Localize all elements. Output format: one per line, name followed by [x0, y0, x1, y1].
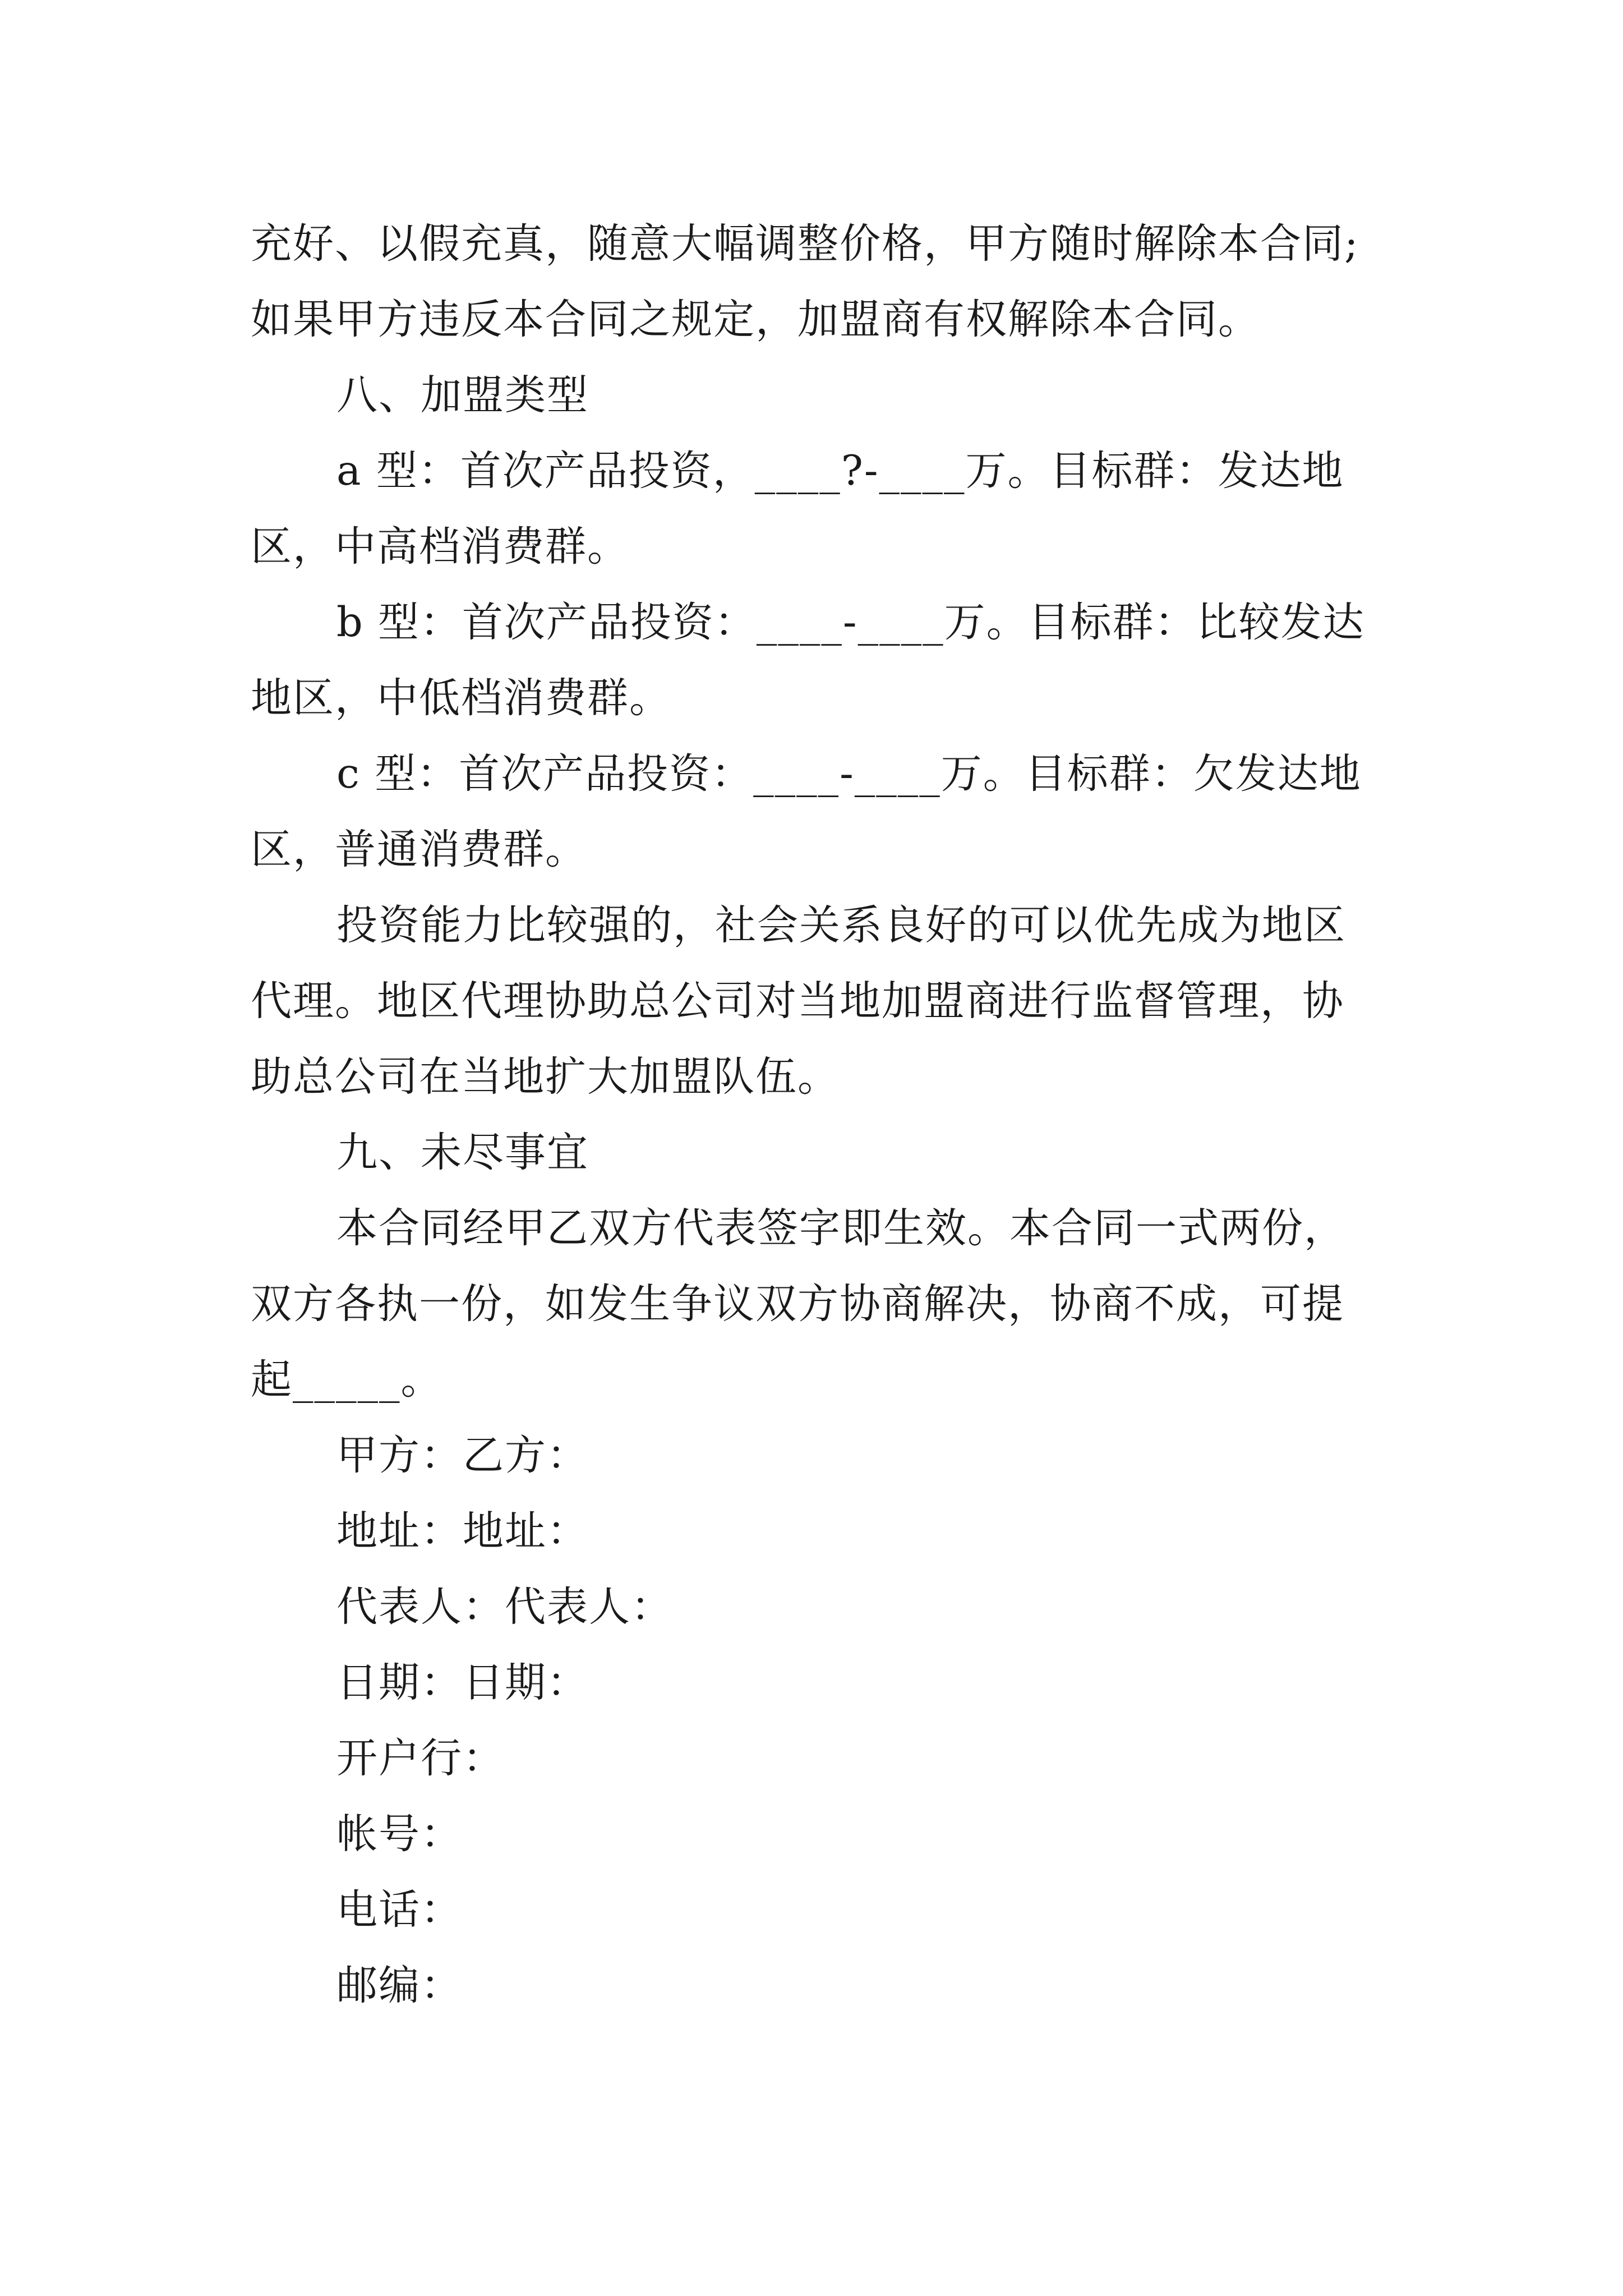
- section-heading-9: 九、未尽事宜: [336, 1129, 589, 1176]
- effectiveness-paragraph-line-3: 起_____。: [251, 1356, 443, 1404]
- regional-agent-paragraph-line-1: 投资能力比较强的，社会关系良好的可以优先成为地区: [336, 901, 1346, 949]
- signature-party-line: 甲方：乙方：: [336, 1432, 589, 1479]
- type-b-continuation: 地区，中低档消费群。: [251, 674, 671, 722]
- account-line: 帐号：: [336, 1810, 463, 1858]
- regional-agent-paragraph-line-3: 助总公司在当地扩大加盟队伍。: [251, 1053, 840, 1101]
- regional-agent-paragraph-line-2: 代理。地区代理协助总公司对当地加盟商进行监督管理，协: [251, 977, 1344, 1025]
- type-b-line: b 型：首次产品投资：____-____万。目标群：比较发达: [336, 599, 1365, 646]
- signature-date-line: 日期：日期：: [336, 1659, 589, 1706]
- effectiveness-paragraph-line-2: 双方各执一份，如发生争议双方协商解决，协商不成，可提: [251, 1280, 1344, 1328]
- type-a-continuation: 区，中高档消费群。: [251, 523, 629, 570]
- signature-representative-line: 代表人：代表人：: [336, 1583, 673, 1631]
- type-a-line: a 型：首次产品投资，____?-____万。目标群：发达地: [336, 447, 1344, 495]
- text-line-1: 充好、以假充真，随意大幅调整价格，甲方随时解除本合同;: [251, 220, 1359, 268]
- bank-line: 开户行：: [336, 1734, 505, 1782]
- type-c-continuation: 区，普通消费群。: [251, 826, 587, 873]
- phone-line: 电话：: [336, 1886, 463, 1934]
- postcode-line: 邮编：: [336, 1962, 463, 2009]
- section-heading-8: 八、加盟类型: [336, 371, 589, 419]
- signature-address-line: 地址：地址：: [336, 1507, 589, 1555]
- effectiveness-paragraph-line-1: 本合同经甲乙双方代表签字即生效。本合同一式两份，: [336, 1204, 1346, 1252]
- text-line-2: 如果甲方违反本合同之规定，加盟商有权解除本合同。: [251, 296, 1260, 343]
- type-c-line: c 型：首次产品投资：____-____万。目标群：欠发达地: [336, 750, 1362, 798]
